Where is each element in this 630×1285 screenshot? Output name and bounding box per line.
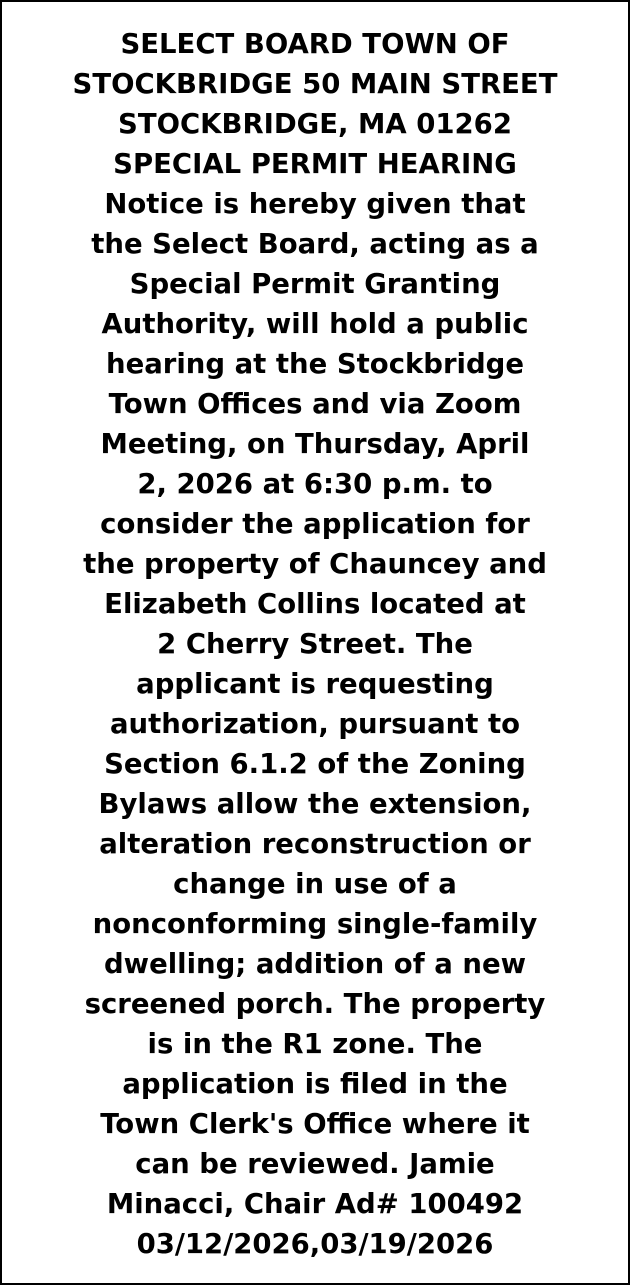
- body-line: consider the application for: [100, 508, 530, 540]
- notice-body: [12, 184, 618, 1264]
- body-line: 03/12/2026,03/19/2026: [136, 1228, 494, 1260]
- body-line: Minacci, Chair Ad# 100492: [106, 1188, 524, 1220]
- body-line: Notice is hereby given that: [104, 188, 526, 220]
- body-line: authorization, pursuant to: [109, 708, 521, 740]
- body-line: screened porch. The property: [84, 988, 546, 1020]
- body-line: hearing at the Stockbridge: [106, 348, 524, 380]
- body-line: is in the R1 zone. The: [147, 1028, 483, 1060]
- body-line: 2, 2026 at 6:30 p.m. to: [137, 468, 493, 500]
- body-line: Meeting, on Thursday, April: [100, 428, 530, 460]
- body-line: dwelling; addition of a new: [103, 948, 527, 980]
- body-line: Bylaws allow the extension,: [98, 788, 532, 820]
- body-line: the property of Chauncey and: [83, 548, 547, 580]
- heading-line: STOCKBRIDGE, MA 01262: [118, 108, 512, 140]
- body-line: Elizabeth Collins located at: [104, 588, 526, 620]
- body-line: Town Clerk's Office where it: [100, 1108, 530, 1140]
- body-line: the Select Board, acting as a: [91, 228, 539, 260]
- notice-heading: [12, 24, 618, 184]
- heading-line: SPECIAL PERMIT HEARING: [113, 148, 517, 180]
- heading-line: STOCKBRIDGE 50 MAIN STREET: [72, 68, 558, 100]
- body-line: Authority, will hold a public: [101, 308, 529, 340]
- body-line: application is filed in the: [122, 1068, 508, 1100]
- body-line: nonconforming single-family: [92, 908, 538, 940]
- body-line: applicant is requesting: [136, 668, 494, 700]
- body-line: Section 6.1.2 of the Zoning: [104, 748, 526, 780]
- body-line: 2 Cherry Street. The: [157, 628, 473, 660]
- body-line: Special Permit Granting: [129, 268, 501, 300]
- body-line: Town Offices and via Zoom: [108, 388, 522, 420]
- body-line: alteration reconstruction or: [99, 828, 531, 860]
- body-line: can be reviewed. Jamie: [135, 1148, 495, 1180]
- heading-line: SELECT BOARD TOWN OF: [120, 28, 510, 60]
- body-line: change in use of a: [173, 868, 457, 900]
